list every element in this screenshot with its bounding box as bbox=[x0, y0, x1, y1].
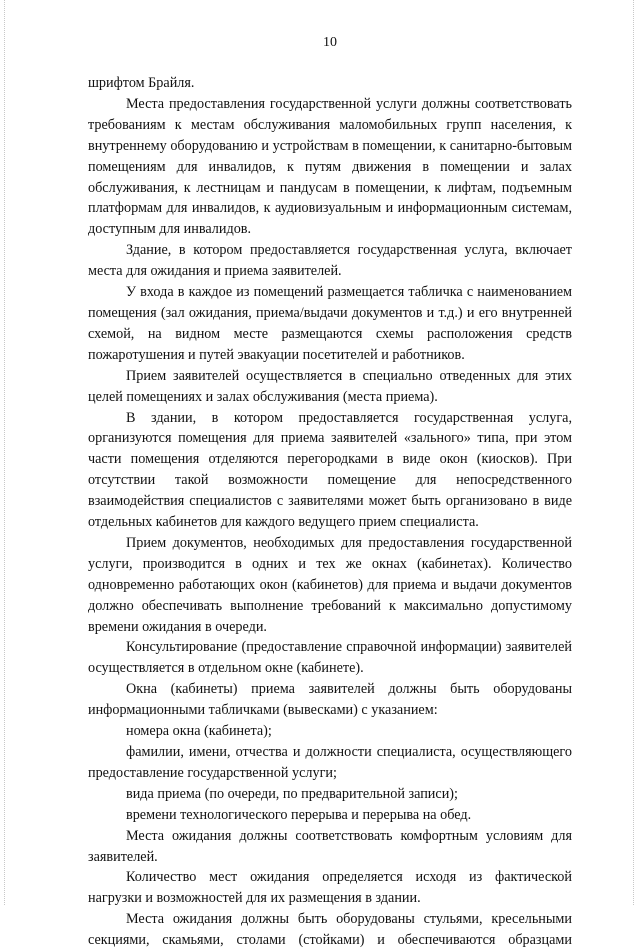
paragraph-window-signs: Окна (кабинеты) приема заявителей должны быть оборудованы информационными табличками (вывесками) с указанием: bbox=[88, 681, 572, 719]
paragraph-building-waiting-areas: Здание, в котором предоставляется государственная услуга, включает места для ожидания и приема заявителей. bbox=[88, 242, 572, 280]
body-text bbox=[88, 73, 572, 951]
paragraph-waiting-equipment: Места ожидания должны быть оборудованы стульями, кресельными секциями, скамьями, столами (стойками) и обеспечиваются образцами bbox=[88, 911, 572, 949]
paragraph-braille-continuation: шрифтом Брайля. bbox=[88, 75, 195, 91]
page-number: 10 bbox=[323, 35, 337, 50]
page-edge-right bbox=[633, 0, 635, 905]
paragraph-hall-type-rooms: В здании, в котором предоставляется государственная услуга, организуются помещения для приема заявителей «зального» типа, при этом части помещения отделяются перегородками в виде окон (киосков). При отсутствии такой возможности помещение для непосредственного взаимодействия специалистов с заявителями может быть организовано в виде отдельных кабинетов для каждого ведущего прием специалиста. bbox=[88, 409, 572, 531]
paragraph-consulting-window: Консультирование (предоставление справочной информации) заявителей осуществляется в отдельном окне (кабинете). bbox=[88, 639, 572, 677]
paragraph-waiting-comfort: Места ожидания должны соответствовать комфортным условиям для заявителей. bbox=[88, 827, 572, 865]
page-edge-left bbox=[4, 0, 6, 905]
paragraph-entrance-signage: У входа в каждое из помещений размещается табличка с наименованием помещения (зал ожидания, приема/выдачи документов и т.д.) и его внутренней схемой, на видном месте размещаются схемы расположения средств пожаротушения и путей эвакуации посетителей и работников. bbox=[88, 284, 572, 363]
list-item-reception-type: вида приема (по очереди, по предварительной записи); bbox=[126, 785, 458, 802]
paragraph-waiting-seats-count: Количество мест ожидания определяется исходя из фактической нагрузки и возможностей для их размещения в здании. bbox=[88, 869, 572, 907]
paragraph-reception-premises: Прием заявителей осуществляется в специально отведенных для этих целей помещениях и залах обслуживания (места приема). bbox=[88, 367, 572, 405]
paragraph-accessibility-requirements: Места предоставления государственной услуги должны соответствовать требованиям к местам обслуживания маломобильных групп населения, к внутреннему оборудованию и устройствам в помещении, к санитарно-бытовым помещениям для инвалидов, к путям движения в помещении и залах обслуживания, к лестницам и пандусам в помещении, к лифтам, подъемным платформам для инвалидов, к аудиовизуальным и информационным системам, доступным для инвалидов. bbox=[88, 95, 572, 238]
list-item-break-time: времени технологического перерыва и перерыва на обед. bbox=[126, 806, 472, 823]
paragraph-document-windows: Прием документов, необходимых для предоставления государственной услуги, производится в одних и тех же окнах (кабинетах). Количество одновременно работающих окон (кабинетов) для приема и выдачи документов должно обеспечивать выполнение требований к максимально допустимому времени ожидания в очереди. bbox=[88, 534, 572, 635]
list-item-window-number: номера окна (кабинета); bbox=[126, 723, 272, 740]
list-item-specialist-name: фамилии, имени, отчества и должности специалиста, осуществляющего предоставление государственной услуги; bbox=[88, 744, 572, 781]
